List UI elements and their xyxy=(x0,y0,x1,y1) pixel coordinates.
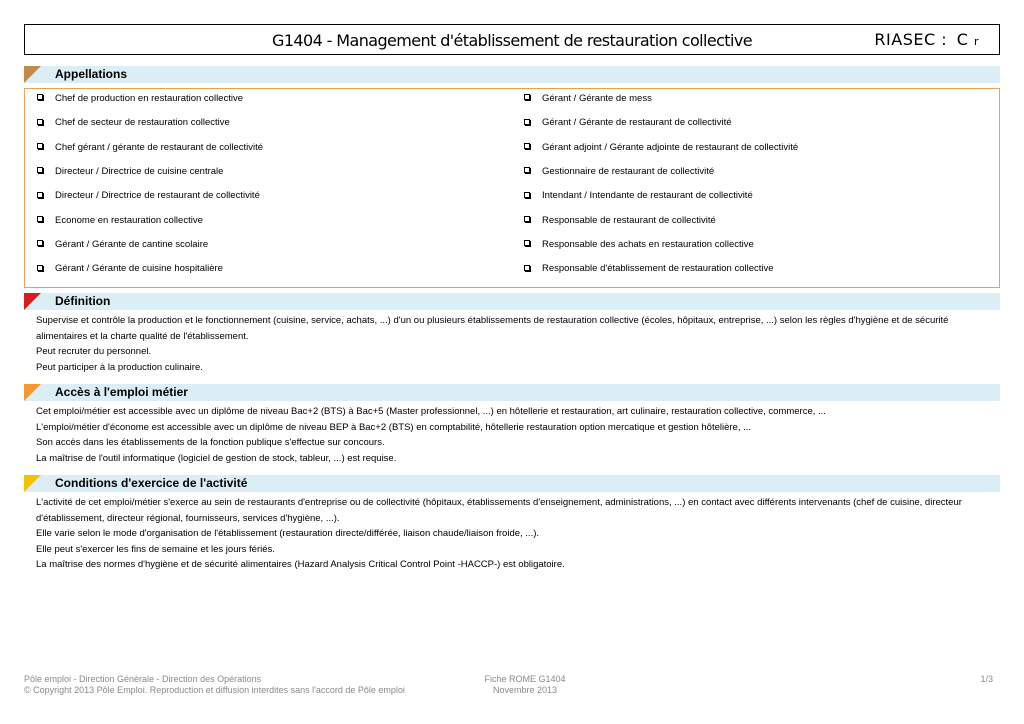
footer-page-number: 1/3 xyxy=(980,674,993,684)
checkbox-icon xyxy=(37,265,43,271)
section-title-definition: Définition xyxy=(55,294,111,308)
checkbox-icon xyxy=(524,167,530,173)
list-item xyxy=(524,141,798,155)
appellation-label: Responsable de restaurant de collectivité xyxy=(542,214,716,226)
list-item xyxy=(524,262,774,276)
list-item xyxy=(524,165,714,179)
list-item xyxy=(37,92,243,106)
conditions-text xyxy=(36,495,1000,573)
acces-line: Son accès dans les établissements de la fonction publique s'effectue sur concours. xyxy=(36,437,385,448)
footer-left xyxy=(24,674,405,696)
footer-center xyxy=(470,674,580,696)
section-header-appellations xyxy=(24,66,1000,83)
riasec-minor: r xyxy=(973,35,979,48)
riasec-label: RIASEC : xyxy=(874,30,948,49)
definition-line: Peut recruter du personnel. xyxy=(36,346,152,357)
appellation-label: Gérant / Gérante de mess xyxy=(542,93,652,104)
checkbox-icon xyxy=(524,265,530,271)
checkbox-icon xyxy=(524,240,530,246)
section-title-appellations: Appellations xyxy=(55,67,128,81)
section-title-conditions: Conditions d'exercice de l'activité xyxy=(55,476,248,490)
list-item xyxy=(524,92,652,106)
list-item xyxy=(37,116,230,130)
page-title: G1404 - Management d'établissement de restauration collective xyxy=(272,31,752,50)
checkbox-icon xyxy=(37,119,43,125)
acces-line: La maîtrise de l'outil informatique (logiciel de gestion de stock, tableur, ...) est requise. xyxy=(36,452,397,464)
definition-text xyxy=(36,313,1000,375)
list-item xyxy=(37,165,223,179)
list-item xyxy=(524,189,753,203)
checkbox-icon xyxy=(524,216,530,222)
checkbox-icon xyxy=(524,143,530,149)
list-item xyxy=(37,262,223,276)
conditions-line: Elle peut s'exercer les fins de semaine et les jours fériés. xyxy=(36,543,275,555)
appellation-label: Chef de secteur de restauration collective xyxy=(55,117,230,129)
checkbox-icon xyxy=(37,94,43,100)
list-item xyxy=(524,116,732,130)
list-item xyxy=(37,189,260,203)
appellation-label: Directeur / Directrice de cuisine centrale xyxy=(55,165,224,177)
corner-marker-icon xyxy=(24,475,41,492)
appellation-label: Gérant / Gérante de cuisine hospitalière xyxy=(55,263,223,275)
conditions-line: Elle varie selon le mode d'organisation de l'établissement (restauration directe/différée, liaison chaude/liaison froide, ...). xyxy=(36,528,540,539)
checkbox-icon xyxy=(524,119,530,125)
list-item xyxy=(524,214,716,228)
footer-org: Pôle emploi - Direction Générale - Direction des Opérations xyxy=(24,674,262,684)
appellation-label: Gérant / Gérante de cantine scolaire xyxy=(55,238,209,250)
appellation-label: Gérant / Gérante de restaurant de collectivité xyxy=(542,117,732,129)
checkbox-icon xyxy=(37,216,43,222)
appellation-label: Chef de production en restauration collective xyxy=(55,93,244,104)
title-box xyxy=(24,24,1000,55)
corner-marker-icon xyxy=(24,66,41,83)
appellation-label: Gérant adjoint / Gérante adjointe de restaurant de collectivité xyxy=(542,141,799,153)
conditions-line: d'établissement, directeur régional, fournisseurs, services d'hygiène, ...). xyxy=(36,512,340,524)
appellation-label: Directeur / Directrice de restaurant de collectivité xyxy=(55,190,260,202)
footer-copyright: © Copyright 2013 Pôle Emploi. Reproduction et diffusion interdites sans l'accord de Pôle emploi xyxy=(24,685,405,695)
conditions-line: La maîtrise des normes d'hygiène et de sécurité alimentaires (Hazard Analysis Critical Control Point -HACCP-) est obligatoire. xyxy=(36,559,565,570)
footer-date: Novembre 2013 xyxy=(492,685,558,695)
definition-line: alimentaires et la charte qualité de l'établissement. xyxy=(36,330,249,342)
corner-marker-icon xyxy=(24,384,41,401)
checkbox-icon xyxy=(524,94,530,100)
section-header-conditions xyxy=(24,475,1000,492)
appellation-label: Gestionnaire de restaurant de collectivité xyxy=(542,165,715,177)
appellation-label: Responsable des achats en restauration collective xyxy=(542,238,754,250)
footer-fiche: Fiche ROME G1404 xyxy=(484,674,566,684)
appellation-label: Responsable d'établissement de restauration collective xyxy=(542,263,774,275)
appellations-list xyxy=(24,88,1000,288)
conditions-line: L'activité de cet emploi/métier s'exerce au sein de restaurants d'entreprise ou de collectivité (hôpitaux, établissements d'enseignement, administrations, ...) en contact avec différents intervenants (chef de cuisine, directeur xyxy=(36,497,962,508)
checkbox-icon xyxy=(524,192,530,198)
appellation-label: Econome en restauration collective xyxy=(55,214,203,226)
corner-marker-icon xyxy=(24,293,41,310)
checkbox-icon xyxy=(37,167,43,173)
appellation-label: Chef gérant / gérante de restaurant de collectivité xyxy=(55,141,264,153)
list-item xyxy=(37,238,208,252)
section-title-acces: Accès à l'emploi métier xyxy=(55,385,188,399)
acces-line: Cet emploi/métier est accessible avec un diplôme de niveau Bac+2 (BTS) à Bac+5 (Master professionnel, ...) en hôtellerie et restauration, art culinaire, restauration collective, commerce, ... xyxy=(36,406,826,417)
acces-line: L'emploi/métier d'économe est accessible avec un diplôme de niveau BEP à Bac+2 (BTS) en comptabilité, hôtellerie restauration option mercatique et gestion hôtelière, ... xyxy=(36,421,752,433)
list-item xyxy=(37,214,203,228)
list-item xyxy=(37,141,263,155)
definition-line: Peut participer à la production culinaire. xyxy=(36,361,203,373)
list-item xyxy=(524,238,754,252)
checkbox-icon xyxy=(37,192,43,198)
section-header-definition xyxy=(24,293,1000,310)
checkbox-icon xyxy=(37,240,43,246)
acces-text xyxy=(36,404,1000,466)
riasec-code xyxy=(874,30,979,49)
checkbox-icon xyxy=(37,143,43,149)
section-header-acces xyxy=(24,384,1000,401)
appellation-label: Intendant / Intendante de restaurant de collectivité xyxy=(542,190,753,202)
riasec-major: C xyxy=(956,30,969,49)
definition-line: Supervise et contrôle la production et le fonctionnement (cuisine, service, achats, ...) d'un ou plusieurs établissements de restauration collective (écoles, hôpitaux, entreprise, ...) selon les règles d'hygiène et de sécurité xyxy=(36,315,949,326)
